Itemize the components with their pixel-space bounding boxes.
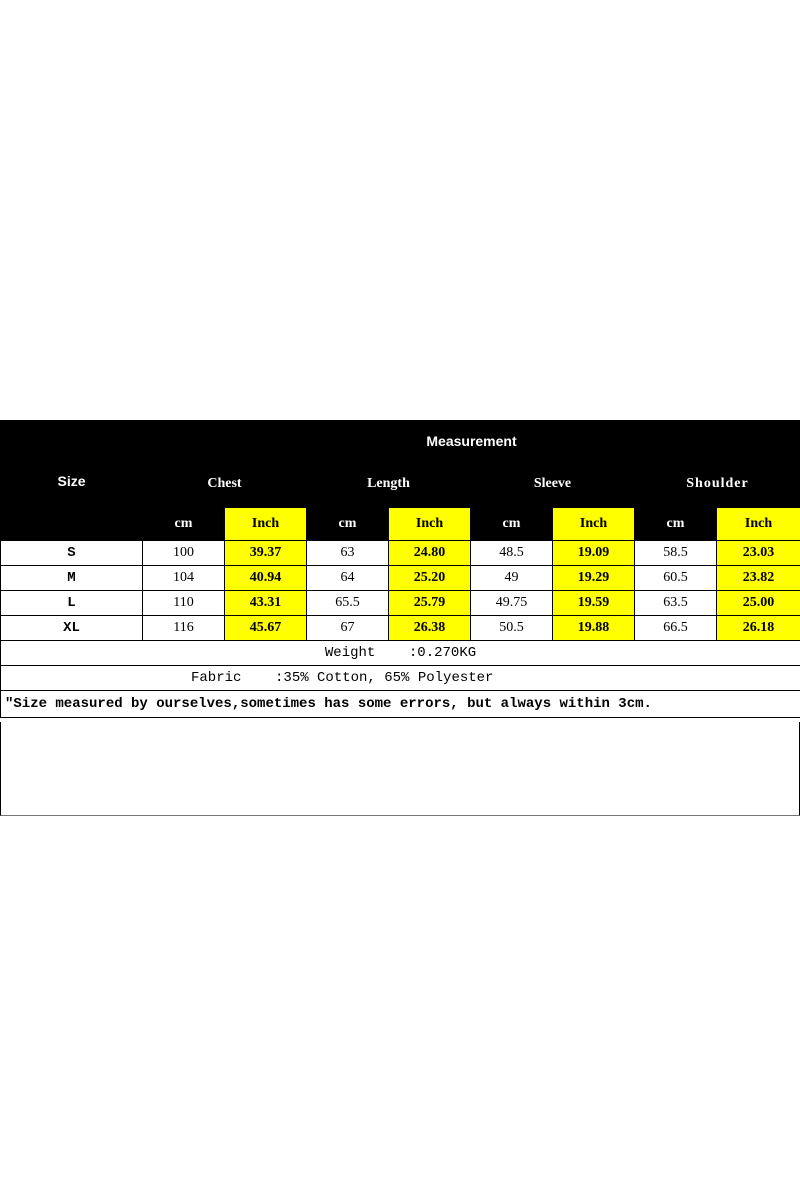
chest-inch-cell: 43.31 — [225, 591, 307, 616]
sleeve-inch-cell: 19.88 — [553, 616, 635, 641]
size-note: "Size measured by ourselves,sometimes has some errors, but always within 3cm. — [1, 691, 800, 718]
shoulder-inch-cell: 25.00 — [717, 591, 800, 616]
length-inch-cell: 25.20 — [389, 566, 471, 591]
table-row — [1, 591, 800, 616]
sleeve-inch-header: Inch — [553, 508, 635, 541]
sleeve-cm-cell: 49.75 — [471, 591, 553, 616]
size-chart — [0, 420, 800, 815]
size-cell: M — [1, 566, 143, 591]
length-header: Length — [307, 461, 471, 508]
shoulder-cm-cell: 63.5 — [635, 591, 717, 616]
chest-header: Chest — [143, 461, 307, 508]
empty-note-area — [0, 722, 800, 816]
table-row — [1, 566, 800, 591]
chest-cm-cell: 116 — [143, 616, 225, 641]
size-cell: S — [1, 541, 143, 566]
measurement-header: Measurement — [143, 421, 800, 461]
chest-inch-cell: 40.94 — [225, 566, 307, 591]
length-cm-cell: 67 — [307, 616, 389, 641]
weight-row: Weight :0.270KG — [1, 641, 800, 666]
size-cell: L — [1, 591, 143, 616]
shoulder-inch-cell: 23.82 — [717, 566, 800, 591]
sleeve-cm-cell: 48.5 — [471, 541, 553, 566]
shoulder-cm-cell: 60.5 — [635, 566, 717, 591]
fabric-row: Fabric :35% Cotton, 65% Polyester — [1, 666, 800, 691]
size-chart-table — [0, 420, 800, 718]
sleeve-header: Sleeve — [471, 461, 635, 508]
sleeve-cm-header: cm — [471, 508, 553, 541]
chest-cm-cell: 110 — [143, 591, 225, 616]
chest-cm-cell: 104 — [143, 566, 225, 591]
chest-inch-cell: 45.67 — [225, 616, 307, 641]
chest-inch-cell: 39.37 — [225, 541, 307, 566]
table-row — [1, 541, 800, 566]
sleeve-inch-cell: 19.29 — [553, 566, 635, 591]
length-inch-cell: 25.79 — [389, 591, 471, 616]
chest-inch-header: Inch — [225, 508, 307, 541]
length-cm-header: cm — [307, 508, 389, 541]
shoulder-cm-cell: 58.5 — [635, 541, 717, 566]
shoulder-header: Shoulder — [635, 461, 800, 508]
length-inch-header: Inch — [389, 508, 471, 541]
sleeve-inch-cell: 19.09 — [553, 541, 635, 566]
chest-cm-header: cm — [143, 508, 225, 541]
length-inch-cell: 24.80 — [389, 541, 471, 566]
sleeve-cm-cell: 50.5 — [471, 616, 553, 641]
length-inch-cell: 26.38 — [389, 616, 471, 641]
length-cm-cell: 63 — [307, 541, 389, 566]
length-cm-cell: 65.5 — [307, 591, 389, 616]
table-row — [1, 616, 800, 641]
shoulder-inch-header: Inch — [717, 508, 800, 541]
sleeve-cm-cell: 49 — [471, 566, 553, 591]
shoulder-cm-header: cm — [635, 508, 717, 541]
size-header: Size — [1, 421, 143, 541]
size-cell: XL — [1, 616, 143, 641]
sleeve-inch-cell: 19.59 — [553, 591, 635, 616]
length-cm-cell: 64 — [307, 566, 389, 591]
chest-cm-cell: 100 — [143, 541, 225, 566]
shoulder-inch-cell: 23.03 — [717, 541, 800, 566]
shoulder-cm-cell: 66.5 — [635, 616, 717, 641]
shoulder-inch-cell: 26.18 — [717, 616, 800, 641]
